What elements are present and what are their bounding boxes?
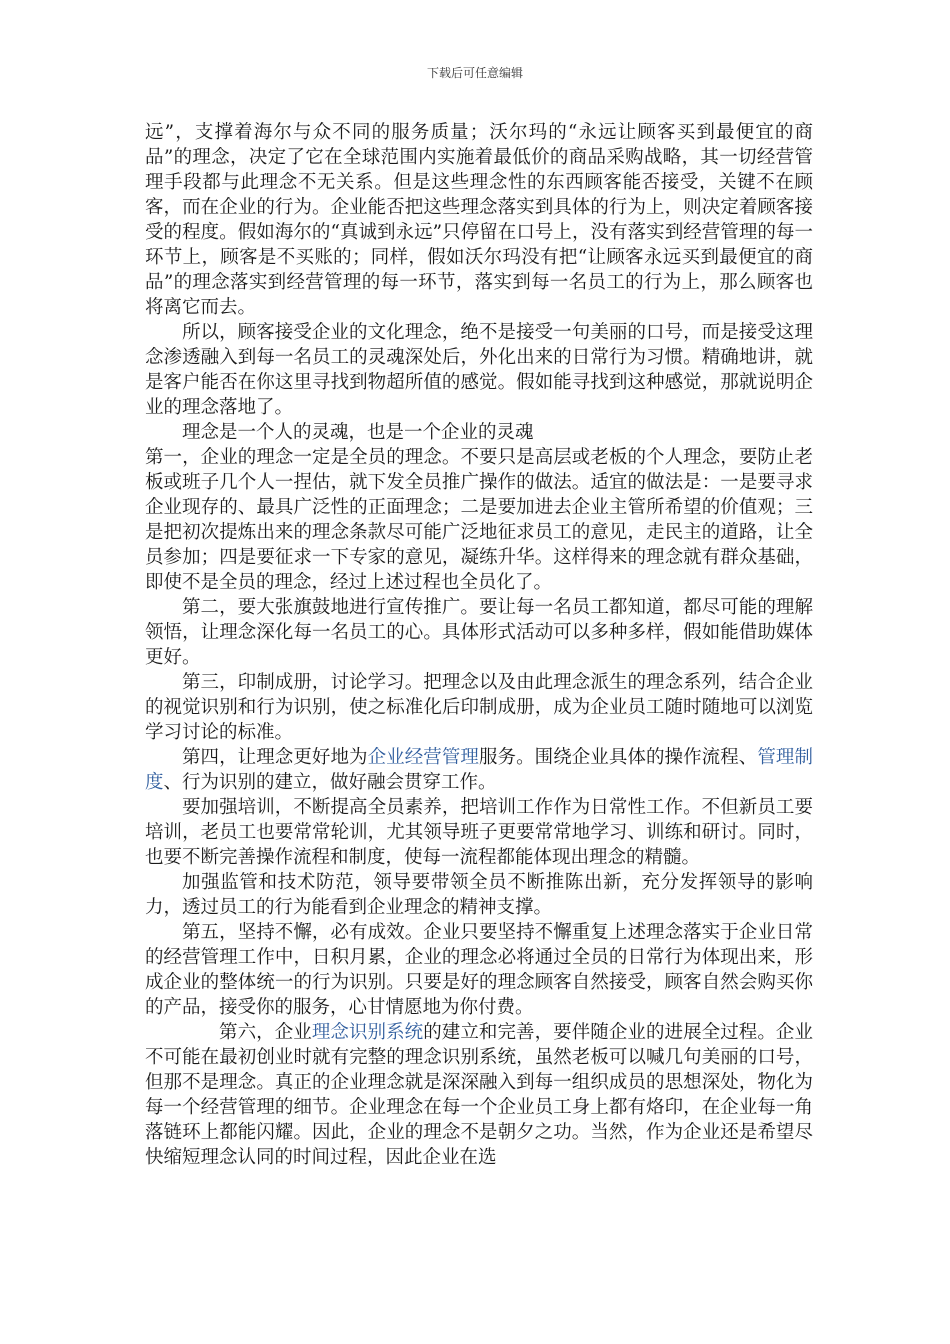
link-management-system[interactable]: 管理制度 bbox=[145, 747, 813, 793]
page-header: 下载后可任意编辑 bbox=[426, 66, 523, 80]
document-body bbox=[145, 120, 813, 1170]
link-business-management[interactable]: 企业经营管理 bbox=[367, 747, 479, 768]
paragraph-point-3: 第三，印制成册，讨论学习。把理念以及由此理念派生的理念系列，结合企业的视觉识别和行为识别，使之标准化后印制成册，成为企业员工随时随地可以浏览学习讨论的标准。 bbox=[145, 672, 813, 743]
paragraph-training: 要加强培训，不断提高全员素养，把培训工作作为日常性工作。不但新员工要培训，老员工也要常常轮训，尤其领导班子更要常常地学习、训练和研讨。同时，也要不断完善操作流程和制度，使每一流程都能体现出理念的精髓。 bbox=[145, 797, 813, 868]
paragraph-point-2: 第二，要大张旗鼓地进行宣传推广。要让每一名员工都知道，都尽可能的理解领悟，让理念深化每一名员工的心。具体形式活动可以多种多样，假如能借助媒体更好。 bbox=[145, 597, 813, 668]
paragraph-point-6 bbox=[145, 1020, 813, 1170]
paragraph-supervision: 加强监管和技术防范，领导要带领全员不断推陈出新，充分发挥领导的影响力，透过员工的行为能看到企业理念的精神支撑。 bbox=[145, 872, 813, 918]
paragraph-point-4 bbox=[145, 745, 813, 795]
link-identity-system[interactable]: 理念识别系统 bbox=[311, 1022, 424, 1043]
text-segment: 服务。围绕企业具体的操作流程、 bbox=[478, 747, 758, 768]
section-heading: 理念是一个人的灵魂，也是一个企业的灵魂 bbox=[182, 422, 534, 443]
text-segment: 的建立和完善，要伴随企业的进展全过程。企业不可能在最初创业时就有完整的理念识别系统，虽然老板可以喊几句美丽的口号，但那不是理念。真正的企业理念就是深深融入到每一组织成员的思想深处，物化为每一个经营管理的细节。企业理念在每一个企业员工身上都有烙印，在企业每一角落链环上都能闪耀。因此，企业的理念不是朝夕之功。当然，作为企业还是希望尽快缩短理念认同的时间过程，因此企业在选 bbox=[145, 1022, 813, 1168]
paragraph-1: 远”，支撑着海尔与众不同的服务质量；沃尔玛的“永远让顾客买到最便宜的商品”的理念，决定了它在全球范围内实施着最低价的商品采购战略，其一切经营管理手段都与此理念不无关系。但是这些理念性的东西顾客能否接受，关键不在顾客，而在企业的行为。企业能否把这些理念落实到具体的行为上，则决定着顾客接受的程度。假如海尔的“真诚到永远”只停留在口号上，没有落实到经营管理的每一环节上，顾客是不买账的；同样，假如沃尔玛没有把“让顾客永远买到最便宜的商品”的理念落实到经营管理的每一环节，落实到每一名员工的行为上，那么顾客也将离它而去。 bbox=[145, 122, 813, 318]
text-segment: 第六，企业 bbox=[219, 1022, 312, 1043]
paragraph-point-1: 第一，企业的理念一定是全员的理念。不要只是高层或老板的个人理念，要防止老板或班子几个人一捏估，就下发全员推广操作的做法。适宜的做法是：一是要寻求企业现存的、最具广泛性的正面理念；二是要加进去企业主管所希望的价值观；三是把初次提炼出来的理念条款尽可能广泛地征求员工的意见，走民主的道路，让全员参加；四是要征求一下专家的意见，凝练升华。这样得来的理念就有群众基础，即使不是全员的理念，经过上述过程也全员化了。 bbox=[145, 447, 813, 593]
text-segment: 、行为识别的建立，做好融会贯穿工作。 bbox=[163, 772, 497, 793]
paragraph-point-5: 第五，坚持不懈，必有成效。企业只要坚持不懈重复上述理念落实于企业日常的经营管理工作中，日积月累，企业的理念必将通过全员的日常行为体现出来，形成企业的整体统一的行为识别。只要是好的理念顾客自然接受，顾客自然会购买你的产品，接受你的服务，心甘情愿地为你付费。 bbox=[145, 922, 813, 1018]
text-segment: 第四，让理念更好地为 bbox=[182, 747, 368, 768]
paragraph-2: 所以，顾客接受企业的文化理念，绝不是接受一句美丽的口号，而是接受这理念渗透融入到每一名员工的灵魂深处后，外化出来的日常行为习惯。精确地讲，就是客户能否在你这里寻找到物超所值的感觉。假如能寻找到这种感觉，那就说明企业的理念落地了。 bbox=[145, 322, 813, 418]
